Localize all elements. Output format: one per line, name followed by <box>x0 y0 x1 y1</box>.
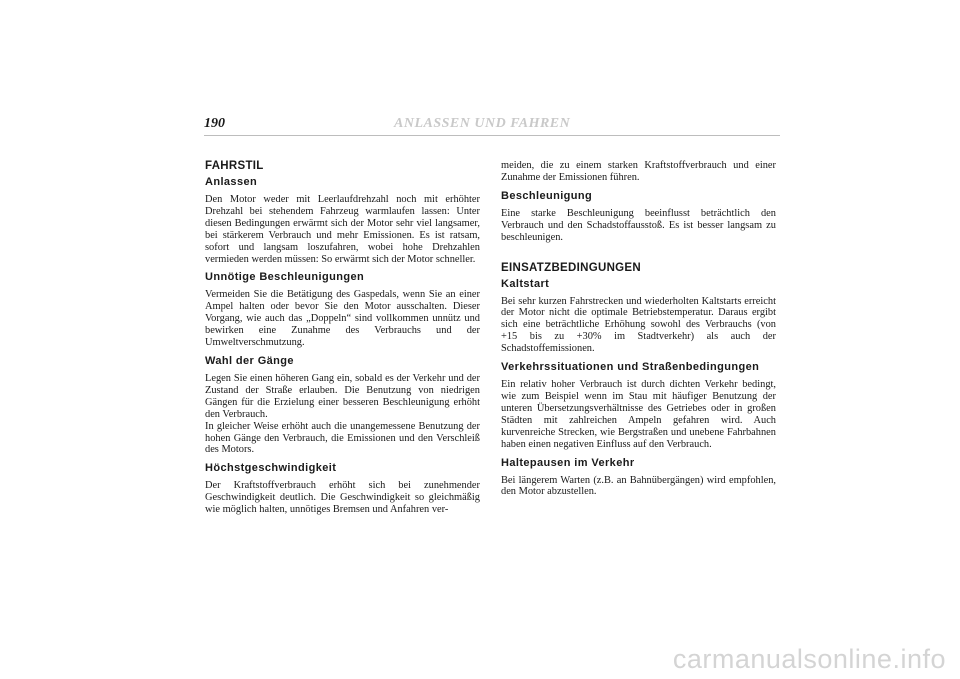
paragraph-wahl-der-gaenge-1: Legen Sie einen höheren Gang ein, sobald es der Verkehr und der Zustand der Straße erlauben. Die Benutzung von niedrigen Gängen für die Erzielung einer besseren Beschleunigung erhöht den Verbrauch. <box>205 372 480 420</box>
section-gap <box>501 250 776 262</box>
header-rule <box>204 135 780 136</box>
section-title: ANLASSEN UND FAHREN <box>394 116 571 131</box>
chapter-title-einsatzbedingungen: EINSATZBEDINGUNGEN <box>501 261 641 274</box>
paragraph-beschleunigung: Eine starke Beschleunigung beeinflusst beträchtlich den Verbrauch und den Schadstoffausstoß. Es ist besser langsam zu beschleunigen. <box>501 207 776 243</box>
paragraph-kaltstart: Bei sehr kurzen Fahrstrecken und wiederholten Kaltstarts erreicht der Motor nicht die optimale Betriebstemperatur. Daraus ergibt sich eine beträchtliche Erhöhung sowohl des Verbrauchs (von +15 bis zu +30% im Stadtverkehr) als auch der Schadstoffemissionen. <box>501 295 776 355</box>
paragraph-verkehrssituationen: Ein relativ hoher Verbrauch ist durch dichten Verkehr bedingt, wie zum Beispiel wenn im Stau mit häufiger Benutzung der unteren Übersetzungsverhältnisse des Getriebes oder in großen Städten mit zahlreichen Ampeln gefahren wird. Auch kurvenreiche Strecken, wie Bergstraßen und unebene Fahrbahnen haben einen negativen Einfluss auf den Verbrauch. <box>501 379 776 450</box>
heading-beschleunigung: Beschleunigung <box>501 189 593 202</box>
heading-unnoetige-beschleunigungen: Unnötige Beschleunigungen <box>205 271 365 284</box>
paragraph-hoechstgeschwindigkeit: Der Kraftstoffverbrauch erhöht sich bei zunehmender Geschwindigkeit deutlich. Die Geschwindigkeit so gleichmäßig wie möglich halten, unnötiges Bremsen und Anfahren ver- <box>205 480 480 516</box>
heading-hoechstgeschwindigkeit: Höchstgeschwindigkeit <box>205 462 337 475</box>
left-column <box>205 160 480 522</box>
heading-haltepausen: Haltepausen im Verkehr <box>501 456 635 469</box>
chapter-title-fahrstil: FAHRSTIL <box>205 160 264 172</box>
heading-wahl-der-gaenge: Wahl der Gänge <box>205 354 294 367</box>
page-header <box>204 116 784 138</box>
watermark: carmanualsonline.info <box>672 644 946 674</box>
heading-verkehrssituationen: Verkehrssituationen und Straßenbedingungen <box>501 361 760 374</box>
paragraph-haltepausen: Bei längerem Warten (z.B. an Bahnübergängen) wird empfohlen, den Motor abzustellen. <box>501 474 776 498</box>
heading-kaltstart: Kaltstart <box>501 277 550 290</box>
page-number: 190 <box>204 116 225 131</box>
right-column <box>501 160 776 504</box>
paragraph-wahl-der-gaenge-2: In gleicher Weise erhöht auch die unangemessene Benutzung der hohen Gänge den Verbrauch, die Emissionen und den Verschleiß des Motors. <box>205 420 480 456</box>
heading-anlassen: Anlassen <box>205 176 258 188</box>
paragraph-continuation: meiden, die zu einem starken Kraftstoffverbrauch und einer Zunahme der Emissionen führen. <box>501 160 776 183</box>
paragraph-anlassen: Den Motor weder mit Leerlaufdrehzahl noch mit erhöhter Drehzahl bei stehendem Fahrzeug warmlaufen lassen: Unter diesen Bedingungen erwärmt sich der Motor sehr viel langsamer, bei stärkerem Verbrauch und mehr Emissionen. Es ist ratsam, sofort und langsam loszufahren, wobei hohe Drehzahlen vermieden werden müssen: So erwärmt sich der Motor schneller. <box>205 194 480 265</box>
paragraph-unnoetige-beschleunigungen: Vermeiden Sie die Betätigung des Gaspedals, wenn Sie an einer Ampel halten oder bevor Sie den Motor ausschalten. Dieser Vorgang, wie auch das „Doppeln“ sind vollkommen unnütz und bewirken eine Zunahme des Verbrauchs und der Umweltverschmutzung. <box>205 289 480 349</box>
